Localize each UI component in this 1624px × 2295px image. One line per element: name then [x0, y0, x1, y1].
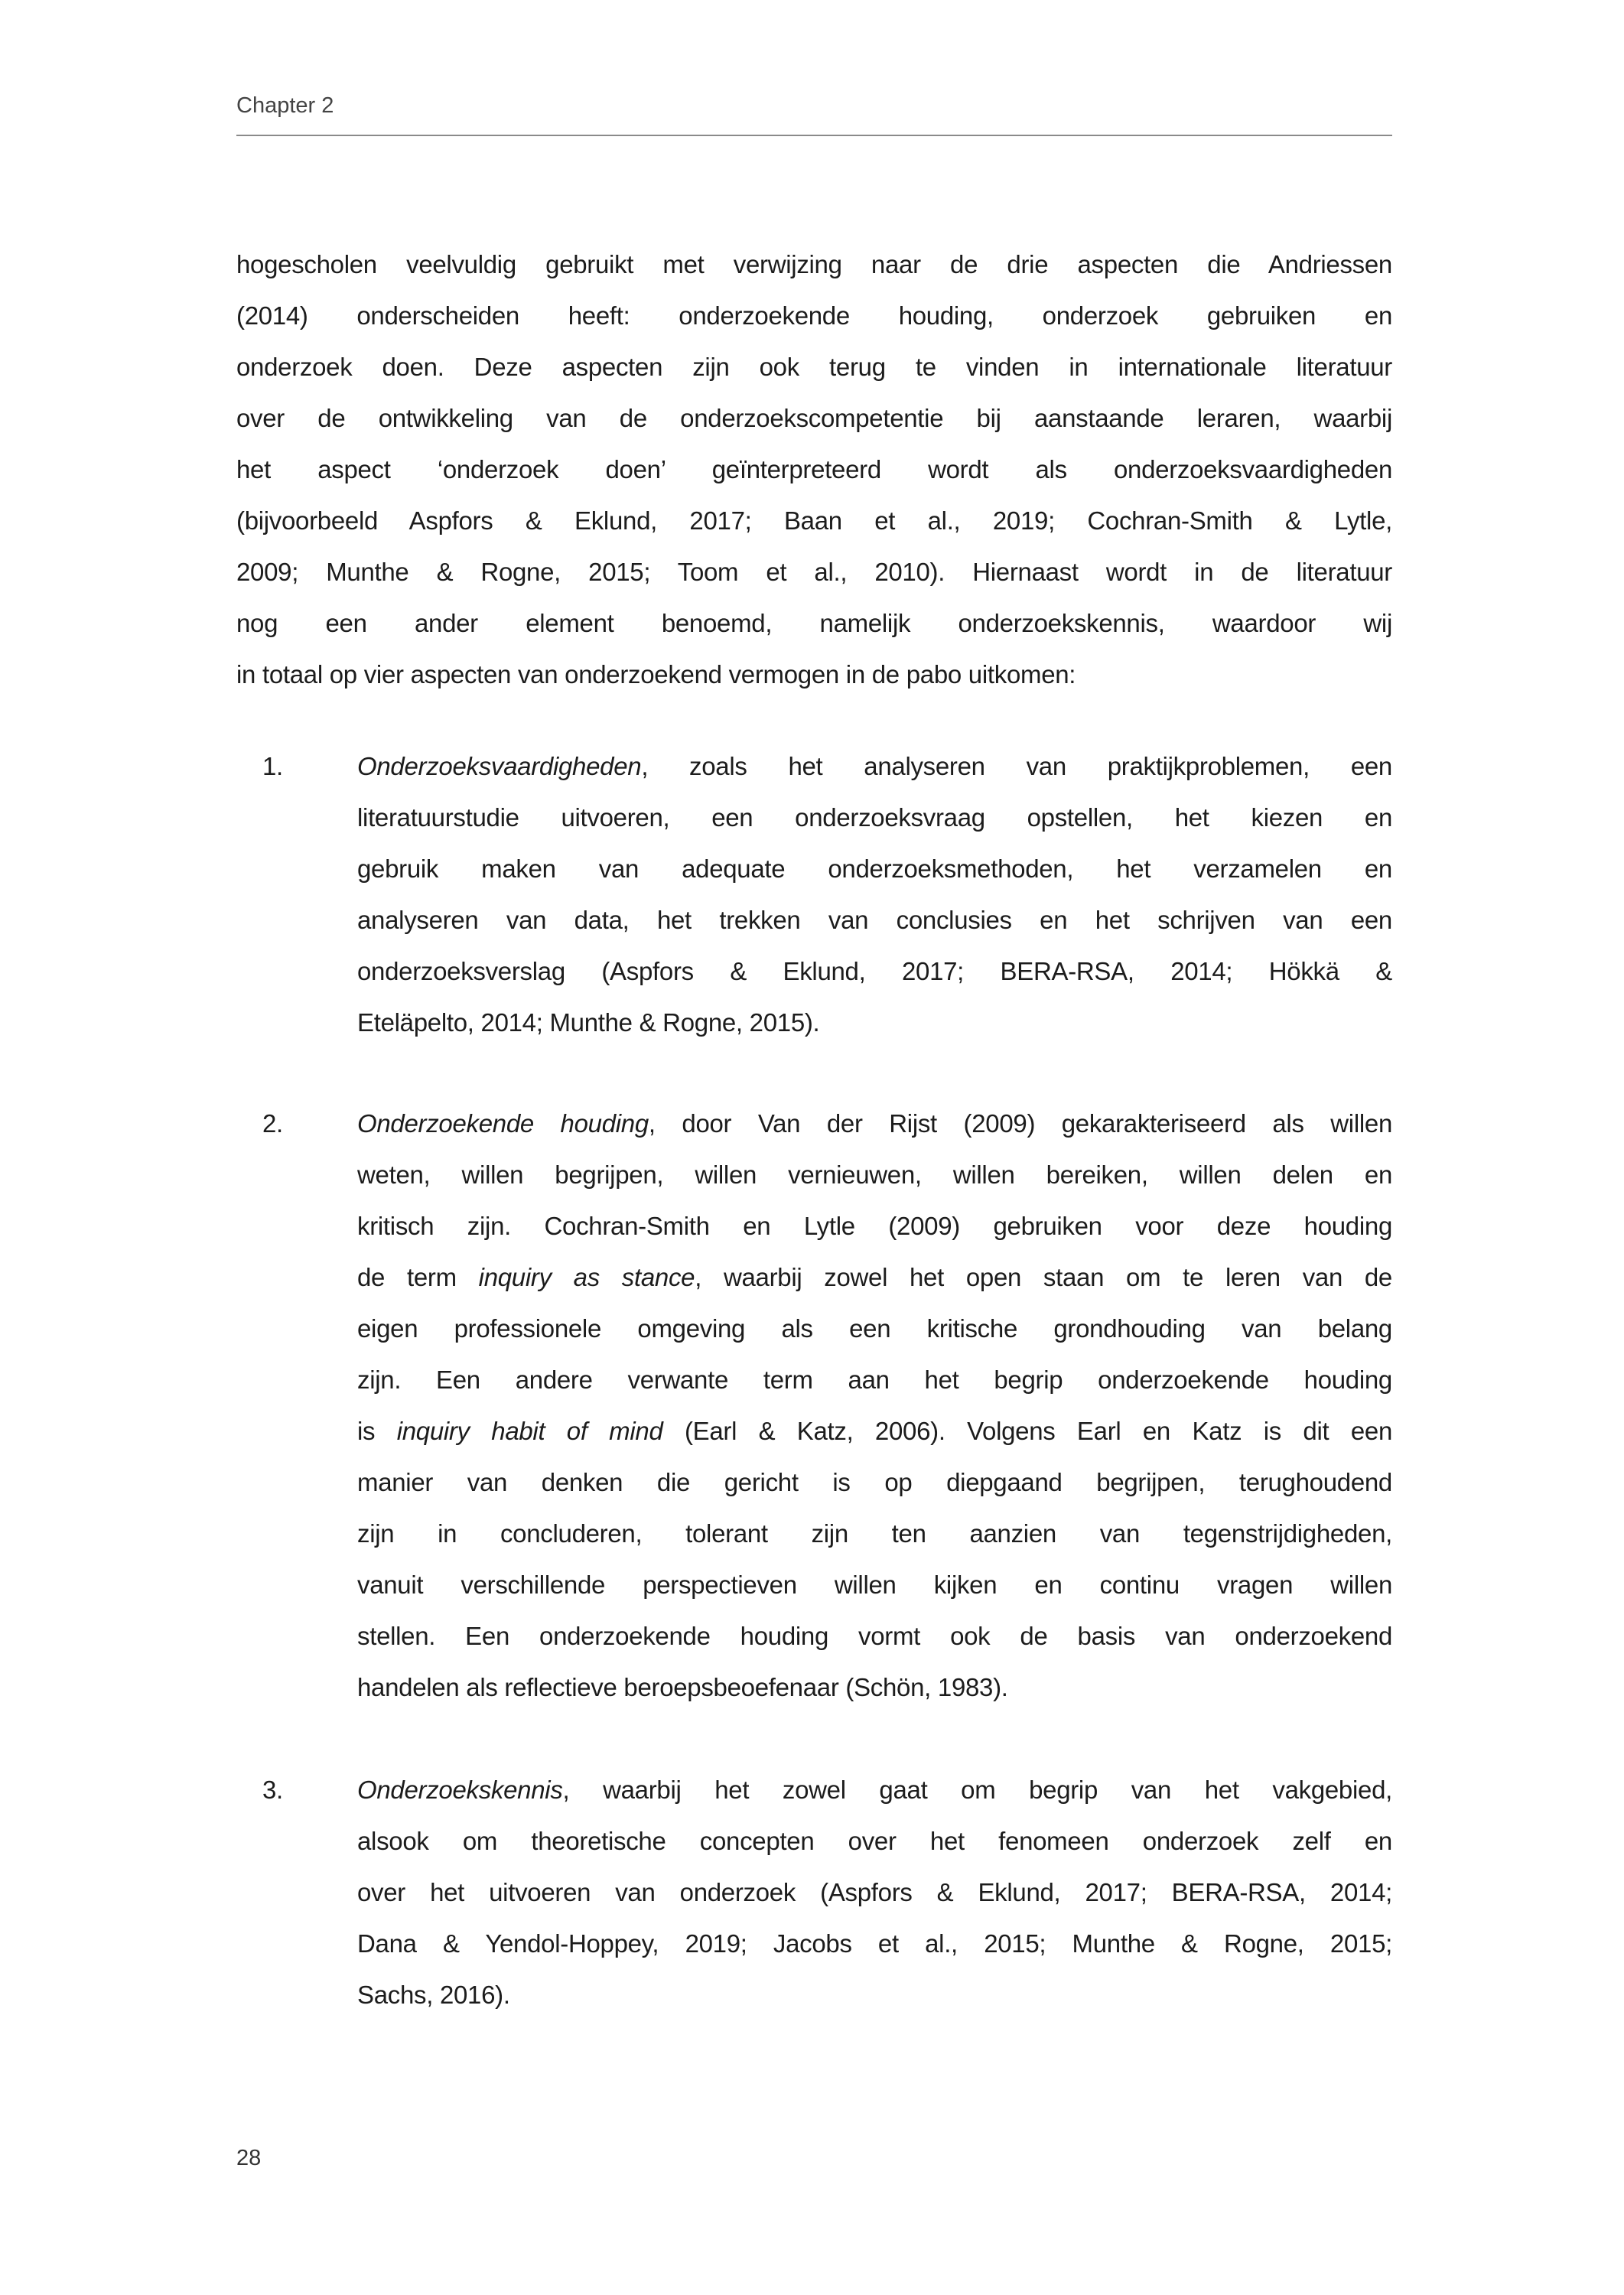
text-line: hogescholen veelvuldig gebruikt met verwijzing naar de drie aspecten die Andriessen [236, 250, 1392, 278]
list-number: 2. [262, 1109, 283, 1138]
text-segment: zijn. Een andere verwante term aan het begrip onderzoekende houding [357, 1366, 1392, 1394]
text-line: over de ontwikkeling van de onderzoekscompetentie bij aanstaande leraren, waarbij [236, 404, 1392, 432]
text-line [357, 1764, 1392, 1815]
list-item-text [357, 1764, 1392, 2020]
list-number: 1. [262, 752, 283, 780]
italic-term: Onderzoekskennis [357, 1776, 563, 1804]
text-line: 2009; Munthe & Rogne, 2015; Toom et al., 2010). Hiernaast wordt in de literatuur [236, 558, 1392, 586]
text-segment: Eteläpelto, 2014; Munthe & Rogne, 2015). [357, 1008, 820, 1037]
text-segment: handelen als reflectieve beroepsbeoefenaar (Schön, 1983). [357, 1673, 1008, 1701]
text-segment: de term [357, 1263, 479, 1291]
text-segment: weten, willen begrijpen, willen vernieuwen, willen bereiken, willen delen en [357, 1161, 1392, 1189]
text-segment: over het uitvoeren van onderzoek (Aspfors & Eklund, 2017; BERA-RSA, 2014; [357, 1878, 1392, 1906]
text-line [357, 894, 1392, 946]
text-segment: vanuit verschillende perspectieven willen kijken en continu vragen willen [357, 1571, 1392, 1599]
text-line [357, 741, 1392, 792]
list-number: 3. [262, 1776, 283, 1804]
text-line [357, 1662, 1392, 1713]
text-segment: stellen. Een onderzoekende houding vormt ook de basis van onderzoekend [357, 1622, 1392, 1650]
text-segment: , waarbij zowel het open staan om te leren van de [695, 1263, 1392, 1291]
italic-term: inquiry habit of mind [396, 1417, 663, 1445]
text-line [357, 1303, 1392, 1354]
page-number: 28 [236, 2146, 262, 2170]
text-line [357, 1969, 1392, 2020]
text-line [357, 1149, 1392, 1200]
running-header: Chapter 2 [236, 93, 334, 118]
text-line: (bijvoorbeeld Aspfors & Eklund, 2017; Baan et al., 2019; Cochran-Smith & Lytle, [236, 506, 1392, 535]
text-line [357, 1354, 1392, 1405]
text-segment: , door Van der Rijst (2009) gekarakteriseerd als willen [648, 1109, 1392, 1138]
text-segment: alsook om theoretische concepten over het fenomeen onderzoek zelf en [357, 1827, 1392, 1855]
text-line [357, 792, 1392, 843]
text-line [357, 1457, 1392, 1508]
text-segment: gebruik maken van adequate onderzoeksmethoden, het verzamelen en [357, 855, 1392, 883]
italic-term: Onderzoekende houding [357, 1109, 649, 1138]
text-line [357, 1867, 1392, 1918]
list-item-text [357, 741, 1392, 1048]
text-line [357, 1508, 1392, 1559]
italic-term: inquiry as stance [478, 1263, 695, 1291]
text-segment: is [357, 1417, 397, 1445]
list-item-text [357, 1098, 1392, 1713]
text-line [357, 946, 1392, 997]
text-segment: zijn in concluderen, tolerant zijn ten aanzien van tegenstrijdigheden, [357, 1519, 1392, 1548]
text-segment: , waarbij het zowel gaat om begrip van het vakgebied, [562, 1776, 1392, 1804]
text-line [357, 997, 1392, 1048]
text-segment: manier van denken die gericht is op diepgaand begrijpen, terughoudend [357, 1468, 1392, 1496]
text-segment: Sachs, 2016). [357, 1981, 510, 2009]
text-line [357, 1610, 1392, 1662]
text-line: nog een ander element benoemd, namelijk onderzoekskennis, waardoor wij [236, 609, 1392, 637]
text-segment: , zoals het analyseren van praktijkproblemen, een [641, 752, 1392, 780]
text-segment: analyseren van data, het trekken van conclusies en het schrijven van een [357, 906, 1392, 934]
text-line: in totaal op vier aspecten van onderzoekend vermogen in de pabo uitkomen: [236, 660, 1076, 688]
text-line [357, 1098, 1392, 1149]
text-line [357, 1200, 1392, 1252]
header-rule [236, 135, 1392, 136]
text-line [357, 843, 1392, 894]
italic-term: Onderzoeksvaardigheden [357, 752, 642, 780]
text-segment: Dana & Yendol-Hoppey, 2019; Jacobs et al., 2015; Munthe & Rogne, 2015; [357, 1929, 1392, 1958]
text-line [357, 1918, 1392, 1969]
text-segment: eigen professionele omgeving als een kritische grondhouding van belang [357, 1314, 1392, 1343]
text-line [357, 1252, 1392, 1303]
text-line [357, 1559, 1392, 1610]
text-segment: kritisch zijn. Cochran-Smith en Lytle (2009) gebruiken voor deze houding [357, 1212, 1392, 1240]
text-line: (2014) onderscheiden heeft: onderzoekende houding, onderzoek gebruiken en [236, 301, 1392, 330]
text-segment: (Earl & Katz, 2006). Volgens Earl en Katz is dit een [662, 1417, 1392, 1445]
text-segment: literatuurstudie uitvoeren, een onderzoeksvraag opstellen, het kiezen en [357, 803, 1392, 832]
text-line [357, 1815, 1392, 1867]
text-segment: onderzoeksverslag (Aspfors & Eklund, 2017; BERA-RSA, 2014; Hökkä & [357, 957, 1392, 985]
intro-paragraph [236, 239, 1392, 700]
text-line [357, 1405, 1392, 1457]
text-line: onderzoek doen. Deze aspecten zijn ook terug te vinden in internationale literatuur [236, 353, 1392, 381]
text-line: het aspect ‘onderzoek doen’ geïnterpreteerd wordt als onderzoeksvaardigheden [236, 455, 1392, 483]
